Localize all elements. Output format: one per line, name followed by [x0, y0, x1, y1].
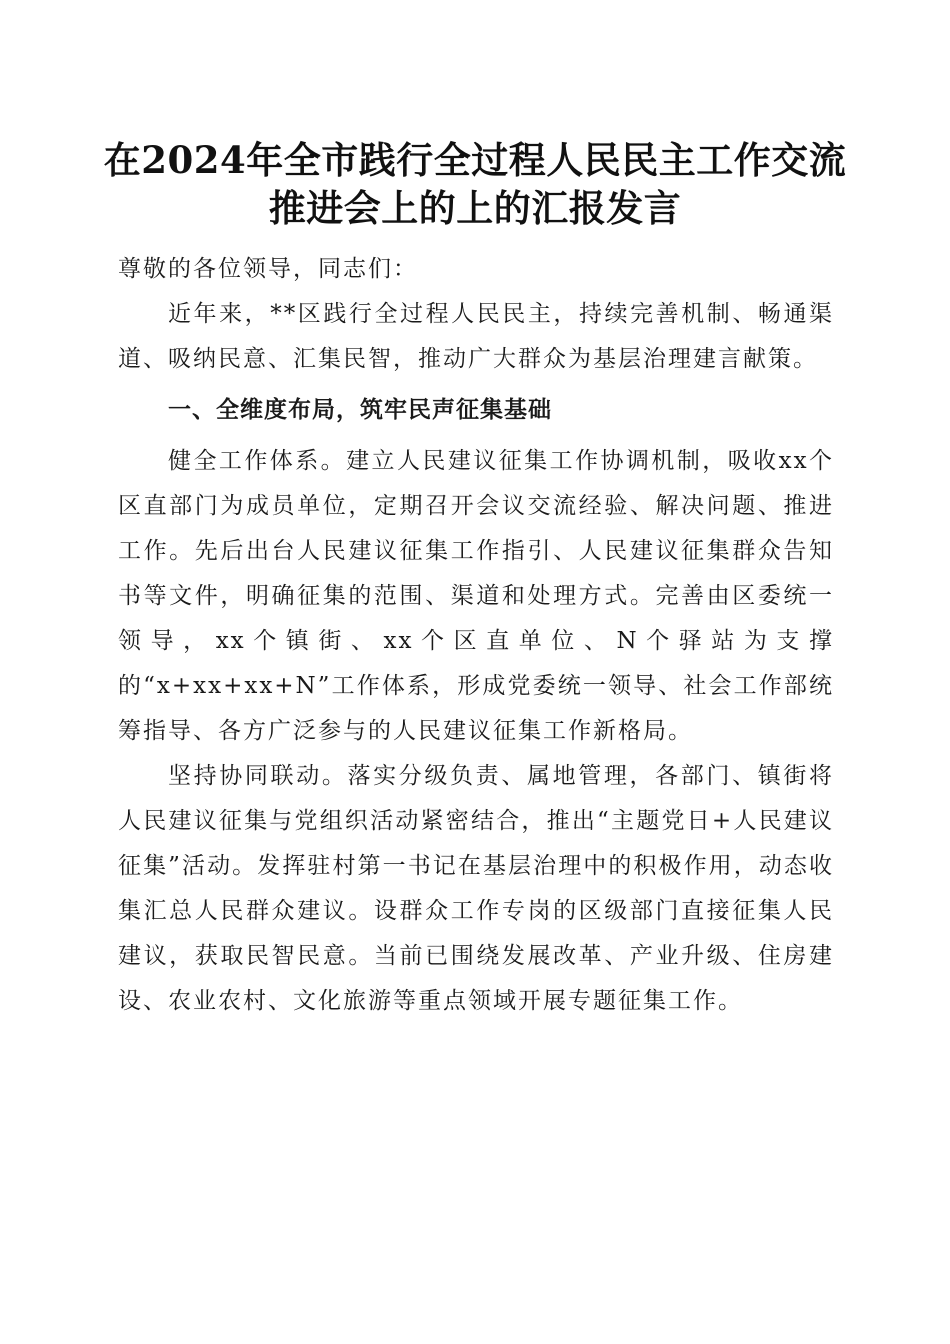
paragraph-coordination: 坚持协同联动。落实分级负责、属地管理，各部门、镇街将人民建议征集与党组织活动紧密结合，推出“主题党日+人民建议征集”活动。发挥驻村第一书记在基层治理中的积极作用，动态收集汇总人民群众建议。设群众工作专岗的区级部门直接征集人民建议，获取民智民意。当前已围绕发展改革、产业升级、住房建设、农业农村、文化旅游等重点领域开展专题征集工作。	[118, 763, 834, 1014]
paragraph-work-system: 健全工作体系。建立人民建议征集工作协调机制，吸收xx个区直部门为成员单位，定期召开会议交流经验、解决问题、推进工作。先后出台人民建议征集工作指引、人民建议征集群众告知书等文件，明确征集的范围、渠道和处理方式。完善由区委统一领导，xx个镇街、xx个区直单位、N个驿站为支撑的“x+xx+xx+N”工作体系，形成党委统一领导、社会工作部统筹指导、各方广泛参与的人民建议征集工作新格局。	[118, 448, 834, 744]
salutation: 尊敬的各位领导，同志们：	[118, 256, 418, 282]
section-heading-1: 一、全维度布局，筑牢民声征集基础	[168, 397, 552, 423]
intro-paragraph: 近年来，**区践行全过程人民民主，持续完善机制、畅通渠道、吸纳民意、汇集民智，推动广大群众为基层治理建言献策。	[118, 301, 834, 372]
document-body	[118, 247, 834, 1024]
title-line-1: 在2024年全市践行全过程人民民主工作交流	[103, 138, 847, 182]
document-title	[60, 136, 890, 232]
title-line-2: 推进会上的上的汇报发言	[268, 186, 682, 230]
